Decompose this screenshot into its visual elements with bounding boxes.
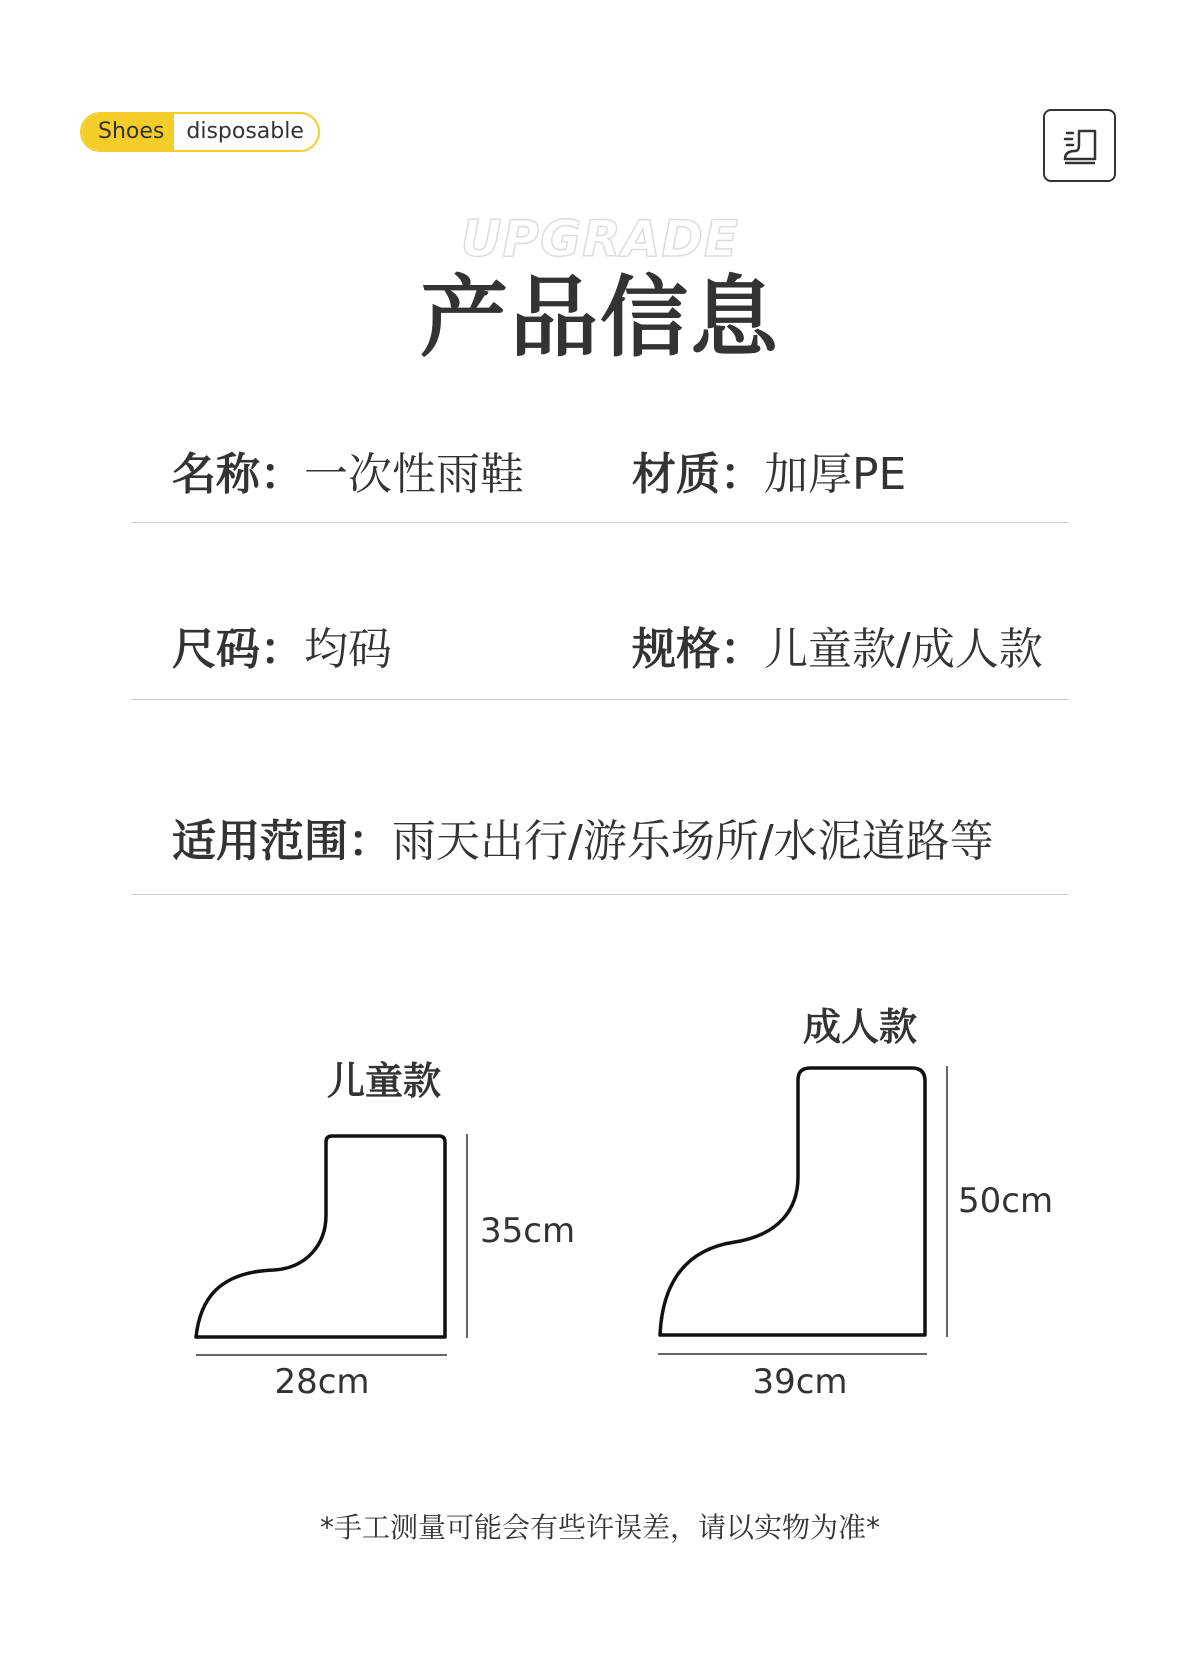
child-boot-outline	[196, 1136, 445, 1337]
adult-boot-outline	[660, 1068, 925, 1335]
badge-disposable: disposable	[186, 119, 304, 144]
info-material-label: 材质：	[632, 449, 764, 500]
info-scope-value: 雨天出行/游乐场所/水泥道路等	[392, 816, 994, 867]
info-size-value: 均码	[304, 624, 392, 675]
info-size-label: 尺码：	[172, 624, 304, 675]
adult-size-diagram	[658, 1005, 1053, 1402]
child-label: 儿童款	[326, 1059, 442, 1103]
info-scope-label: 适用范围：	[172, 816, 392, 867]
child-size-diagram	[196, 1059, 575, 1402]
adult-height-value: 50cm	[958, 1181, 1054, 1221]
info-name-label: 名称：	[172, 449, 304, 500]
info-name-value: 一次性雨鞋	[304, 449, 524, 500]
info-spec-label: 规格：	[632, 624, 764, 675]
info-spec-value: 儿童款/成人款	[764, 624, 1043, 675]
adult-width-value: 39cm	[752, 1362, 848, 1402]
badge-shoes: Shoes	[82, 114, 174, 150]
adult-label: 成人款	[802, 1005, 918, 1049]
child-width-value: 28cm	[274, 1362, 370, 1402]
child-height-value: 35cm	[480, 1211, 576, 1251]
info-material-value: 加厚PE	[764, 449, 907, 500]
measurement-note: *手工测量可能会有些许误差，请以实物为准*	[319, 1511, 880, 1544]
page-title: 产品信息	[419, 266, 780, 369]
heading-watermark: UPGRADE	[460, 210, 740, 268]
